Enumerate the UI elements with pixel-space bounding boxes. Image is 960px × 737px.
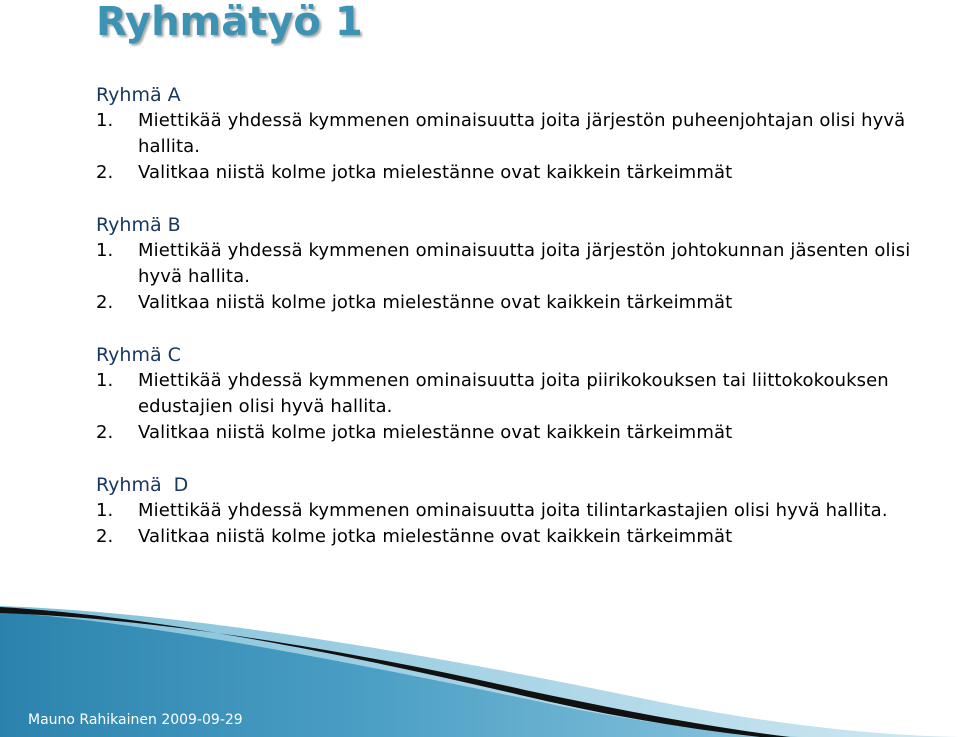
- group-heading: Ryhmä C: [96, 344, 181, 366]
- list-item: [96, 108, 956, 160]
- item-number: 2.: [96, 292, 114, 313]
- list-item: [96, 160, 956, 186]
- list-item: [96, 524, 956, 550]
- list-item: [96, 238, 956, 290]
- group-heading: Ryhmä D: [96, 474, 189, 496]
- list-item: [96, 290, 956, 316]
- item-text: Valitkaa niistä kolme jotka mielestänne ovat kaikkein tärkeimmät: [138, 526, 733, 547]
- group-a: [96, 82, 956, 186]
- item-number: 1.: [96, 370, 114, 391]
- item-number: 2.: [96, 526, 114, 547]
- item-number: 1.: [96, 500, 114, 521]
- item-number: 2.: [96, 162, 114, 183]
- list-item: [96, 368, 956, 420]
- item-text: Valitkaa niistä kolme jotka mielestänne ovat kaikkein tärkeimmät: [138, 422, 733, 443]
- list-item: [96, 498, 956, 524]
- item-text: Valitkaa niistä kolme jotka mielestänne ovat kaikkein tärkeimmät: [138, 292, 733, 313]
- group-b: [96, 212, 956, 316]
- item-number: 1.: [96, 240, 114, 261]
- slide-title: Ryhmätyö 1: [96, 0, 363, 45]
- item-text: Valitkaa niistä kolme jotka mielestänne ovat kaikkein tärkeimmät: [138, 162, 733, 183]
- item-text: Miettikää yhdessä kymmenen ominaisuutta joita järjestön puheenjohtajan olisi hyvä hallita.: [138, 110, 906, 157]
- group-list: [96, 82, 956, 576]
- group-c: [96, 342, 956, 446]
- item-text: Miettikää yhdessä kymmenen ominaisuutta joita piirikokouksen tai liittokokouksen edustajien olisi hyvä hallita.: [138, 370, 889, 417]
- footer-author-date: Mauno Rahikainen 2009-09-29: [28, 712, 243, 728]
- item-number: 2.: [96, 422, 114, 443]
- item-number: 1.: [96, 110, 114, 131]
- item-text: Miettikää yhdessä kymmenen ominaisuutta joita järjestön johtokunnan jäsenten olisi hyvä hallita.: [138, 240, 911, 287]
- group-d: [96, 472, 956, 550]
- list-item: [96, 420, 956, 446]
- item-text: Miettikää yhdessä kymmenen ominaisuutta joita tilintarkastajien olisi hyvä hallita.: [138, 500, 888, 521]
- group-heading: Ryhmä B: [96, 214, 181, 236]
- group-heading: Ryhmä A: [96, 84, 181, 106]
